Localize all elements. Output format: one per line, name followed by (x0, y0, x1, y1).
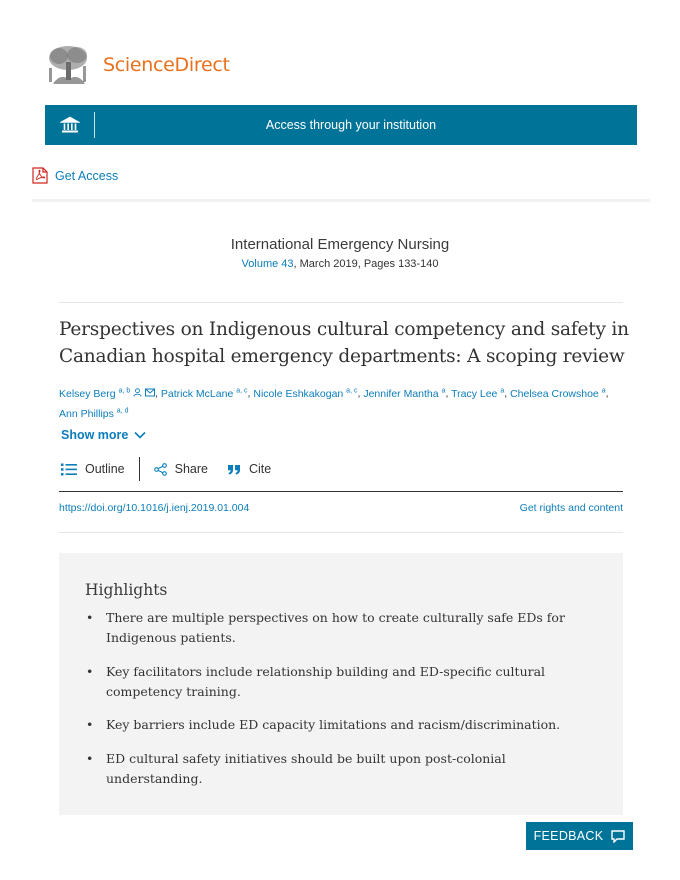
outline-label: Outline (85, 462, 125, 476)
quote-icon (228, 464, 241, 475)
speech-bubble-icon (611, 830, 625, 843)
access-bar-label: Access through your institution (265, 118, 437, 132)
journal-title[interactable]: International Emergency Nursing (230, 236, 450, 253)
feedback-label: FEEDBACK (533, 829, 604, 843)
elsevier-tree-icon (45, 44, 91, 86)
title-divider (59, 302, 623, 303)
highlights-heading: Highlights (85, 581, 168, 599)
highlight-item: • Key facilitators include relationship building and ED-specific cultural competency training. (86, 663, 546, 699)
toolbar-divider (139, 457, 140, 481)
author-list: Kelsey Berg $^{a, b}$ , Patrick McLane $^{a, c}$, Nicole Eshkakogan $^{a, c}$, Jennifer Mantha $^a$, Tracy Lee $^a$, Chelsea Crowshoe $^a$, Ann Phillips $^{a, d}$ (59, 387, 609, 420)
volume-link[interactable]: Volume 43 (241, 258, 294, 270)
highlight-item: • Key barriers include ED capacity limitations and racism/discrimination. (86, 717, 561, 732)
highlights-panel (59, 553, 623, 815)
author-link[interactable]: Ann Phillips $^{a, d}$ (59, 407, 129, 420)
person-icon[interactable] (133, 388, 142, 397)
share-icon (154, 463, 167, 476)
get-access-link[interactable] (32, 167, 118, 184)
highlights-divider (59, 532, 623, 533)
highlights-list (86, 608, 596, 802)
author-link[interactable]: Patrick McLane $^{a, c}$ (160, 387, 248, 400)
date-pages: , March 2019, Pages 133-140 (293, 258, 439, 270)
toolbar-divider-line (59, 491, 623, 492)
highlight-item: • There are multiple perspectives on how to create culturally safe EDs for Indigenous patients. (86, 610, 565, 645)
share-button[interactable] (154, 462, 208, 476)
author-link[interactable]: Chelsea Crowshoe $^a$ (510, 387, 606, 400)
show-more-button[interactable] (61, 428, 146, 442)
institution-icon (45, 105, 94, 145)
article-toolbar (61, 456, 271, 482)
share-label: Share (174, 462, 208, 476)
author-link[interactable]: Nicole Eshkakogan $^{a, c}$ (253, 387, 358, 400)
sciencedirect-logo[interactable] (45, 44, 230, 86)
pdf-icon (32, 167, 48, 184)
get-access-label: Get Access (55, 168, 119, 183)
author-link[interactable]: Jennifer Mantha $^a$ (363, 387, 446, 400)
outline-button[interactable] (61, 462, 125, 476)
doi-link[interactable]: https://doi.org/10.1016/j.ienj.2019.01.004 (59, 502, 250, 514)
volume-info (0, 258, 680, 270)
access-bar-divider (94, 112, 95, 138)
author-link[interactable]: Tracy Lee $^a$ (451, 387, 505, 400)
cite-button[interactable] (228, 462, 271, 476)
author-link[interactable]: Kelsey Berg $^{a, b}$ (59, 387, 131, 400)
feedback-button[interactable] (526, 822, 633, 850)
rights-link[interactable]: Get rights and content (519, 502, 623, 514)
email-icon[interactable] (145, 388, 155, 397)
show-more-label: Show more (61, 428, 129, 442)
brand-name: ScienceDirect (103, 54, 230, 76)
access-through-institution-button[interactable] (45, 105, 637, 145)
section-divider (32, 199, 650, 202)
highlight-item: • ED cultural safety initiatives should be built upon post-colonial understanding. (86, 750, 506, 786)
chevron-down-icon (134, 431, 146, 439)
cite-label: Cite (248, 462, 272, 476)
list-icon (61, 463, 77, 476)
article-title: Perspectives on Indigenous cultural competency and safety in Canadian hospital emergency departments: A scoping review (59, 319, 629, 367)
